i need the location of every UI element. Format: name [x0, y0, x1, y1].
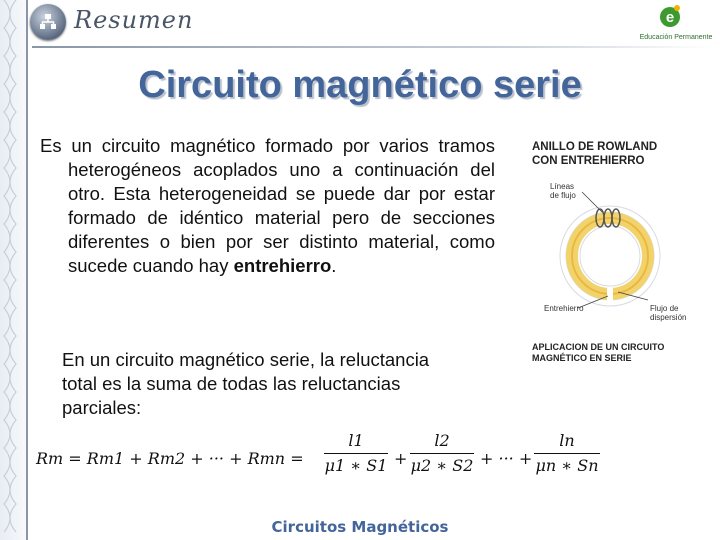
logo-text: Educación Permanente: [639, 34, 713, 41]
figure-caption-line1: APLICACION DE UN CIRCUITO: [532, 342, 665, 352]
label-lineas-line2: de flujo: [550, 191, 576, 200]
fraction-1-denominator: μ1 ∗ S1: [324, 456, 388, 475]
fraction-1: [324, 430, 388, 477]
figure-caption: [532, 342, 664, 364]
fraction-n-bar: [534, 453, 600, 454]
label-entrehierro: Entrehierro: [544, 304, 584, 313]
label-lineas-de-flujo: [550, 182, 576, 200]
formula-plus: +: [394, 449, 408, 468]
formula-ellipsis: + ··· +: [480, 449, 533, 468]
slide-title: Circuito magnético serie: [138, 64, 582, 106]
figure-title: [532, 140, 657, 168]
footer-title: Circuitos Magnéticos: [271, 518, 449, 536]
logo-icon: [658, 4, 682, 32]
fraction-2: [410, 430, 474, 477]
formula-lhs: Rm = Rm1 + Rm2 + ··· + Rmn =: [36, 449, 304, 468]
fraction-n-numerator: ln: [559, 431, 575, 450]
fraction-2-bar: [410, 453, 474, 454]
label-lineas-line1: Líneas: [550, 182, 575, 191]
fraction-2-numerator: l2: [434, 431, 450, 450]
figure-title-line2: CON ENTREHIERRO: [532, 155, 645, 167]
fraction-1-bar: [324, 453, 388, 454]
entrehierro-term: entrehierro: [233, 255, 332, 276]
home-icon: [30, 4, 66, 40]
paragraph-reluctance: En un circuito magnético serie, la reluctancia total es la suma de todas las reluctancias parciales:: [62, 349, 430, 418]
paragraph-definition: [40, 134, 495, 278]
label-flujo-line1: Flujo de: [650, 304, 679, 313]
figure-title-line1: ANILLO DE ROWLAND: [532, 141, 658, 153]
fraction-2-denominator: μ2 ∗ S2: [410, 456, 474, 475]
paragraph1-end: .: [331, 255, 337, 276]
reluctance-formula: [36, 430, 656, 490]
header-rule: [32, 46, 712, 48]
paragraph1-text: Es un circuito magnético formado por varios tramos heterogéneos acoplados uno a continuación del otro. Esta heterogeneidad se puede dar por estar formado de idéntico material pero de secciones diferentes o bien por ser distinto material, como sucede cuando hay: [40, 135, 495, 276]
svg-text:e: e: [665, 9, 675, 26]
label-flujo-dispersion: [650, 304, 686, 322]
logo: [636, 4, 716, 44]
section-title: Resumen: [74, 6, 194, 34]
label-flujo-line2: dispersión: [650, 313, 687, 322]
figure-caption-line2: MAGNÉTICO EN SERIE: [532, 353, 632, 363]
fraction-1-numerator: l1: [348, 431, 364, 450]
fraction-n: [534, 430, 600, 477]
rowland-ring-figure: [530, 138, 710, 368]
fraction-n-denominator: μn ∗ Sn: [535, 456, 599, 475]
